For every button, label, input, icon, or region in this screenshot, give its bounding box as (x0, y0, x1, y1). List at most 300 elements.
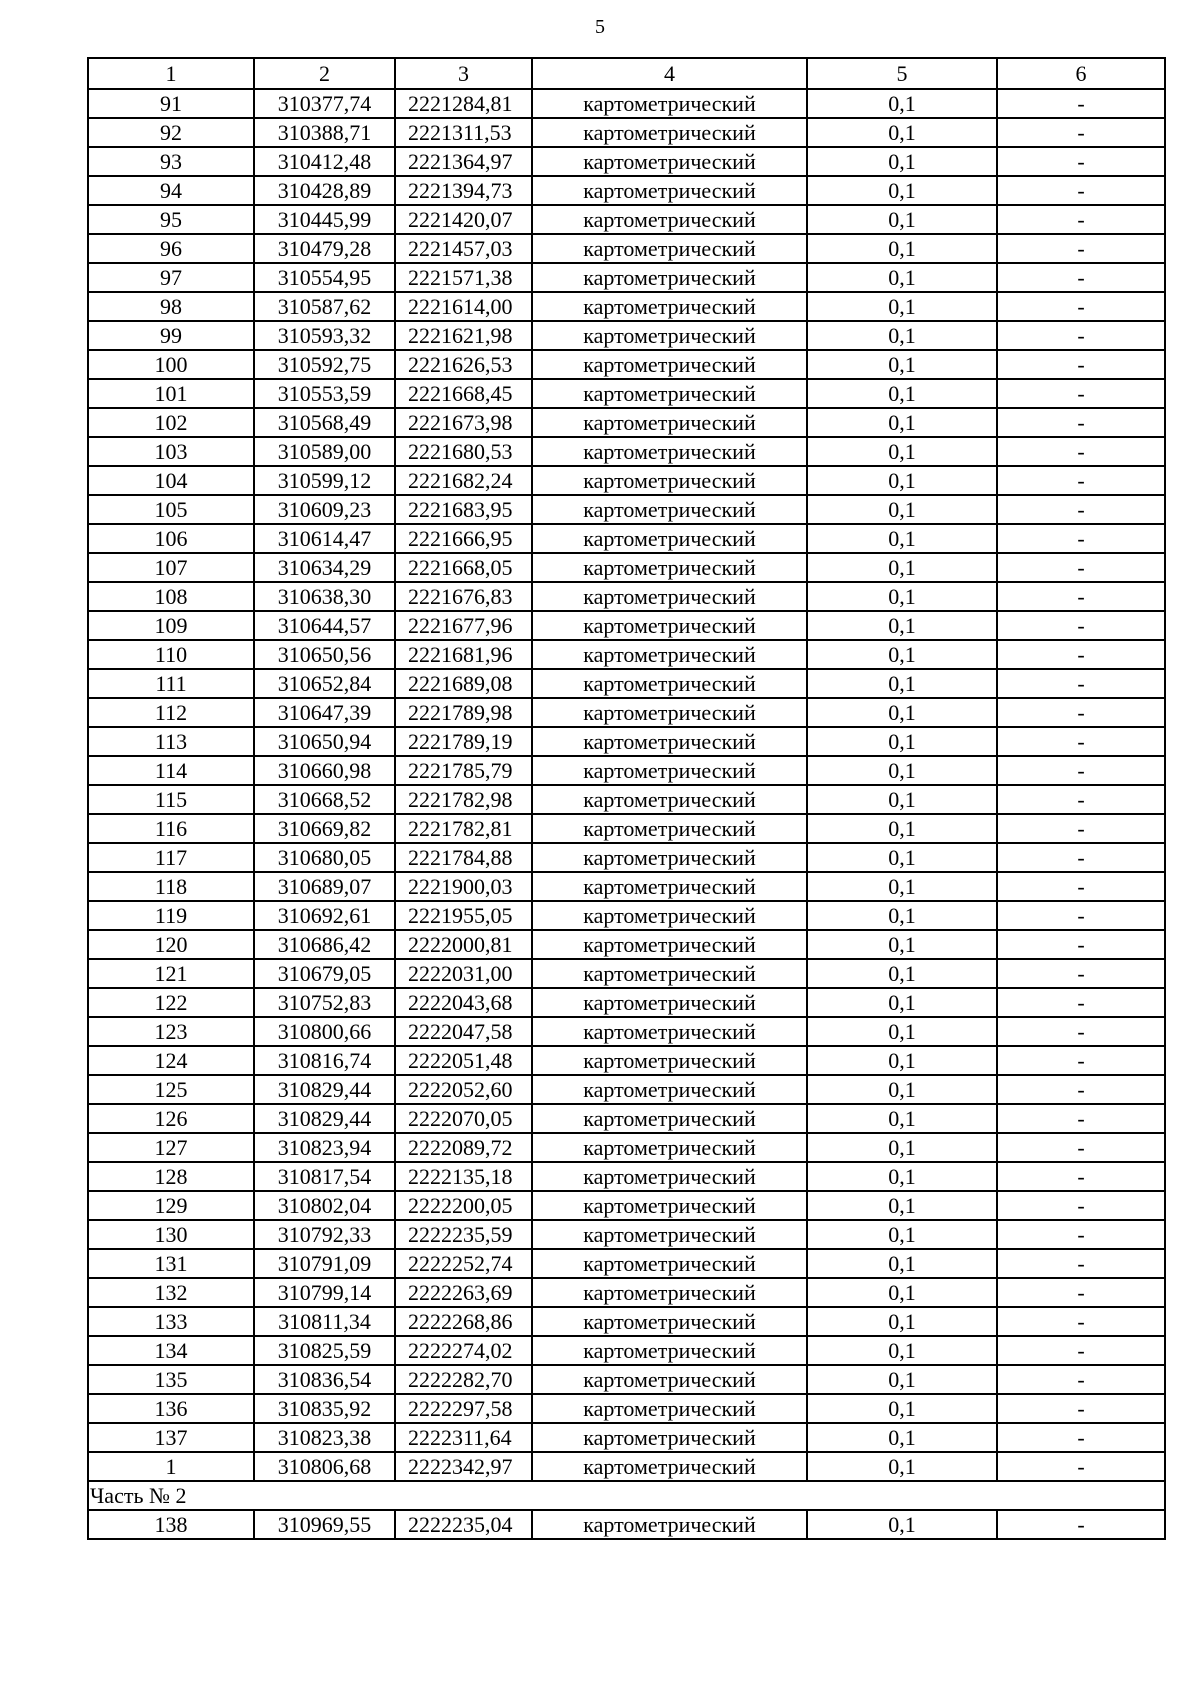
table-cell: 97 (88, 263, 254, 292)
table-cell: картометрический (532, 1191, 807, 1220)
table-cell: 137 (88, 1423, 254, 1452)
table-cell: 136 (88, 1394, 254, 1423)
table-row (88, 959, 1165, 988)
table-cell: 0,1 (807, 263, 997, 292)
table-row (88, 1307, 1165, 1336)
table-cell: - (997, 1365, 1165, 1394)
table-cell: 310609,23 (254, 495, 395, 524)
table-cell: 310445,99 (254, 205, 395, 234)
table-cell: 2221571,38 (395, 263, 532, 292)
table-cell: картометрический (532, 901, 807, 930)
table-cell: 310668,52 (254, 785, 395, 814)
table-cell: 111 (88, 669, 254, 698)
table-cell: 310835,92 (254, 1394, 395, 1423)
table-cell: 310638,30 (254, 582, 395, 611)
table-cell: - (997, 1191, 1165, 1220)
table-row (88, 147, 1165, 176)
table-cell: картометрический (532, 959, 807, 988)
table-cell: - (997, 988, 1165, 1017)
table-cell: 0,1 (807, 1191, 997, 1220)
table-cell: 2222052,60 (395, 1075, 532, 1104)
table-cell: картометрический (532, 640, 807, 669)
table-cell: картометрический (532, 843, 807, 872)
table-cell: 2221955,05 (395, 901, 532, 930)
table-cell: 0,1 (807, 582, 997, 611)
table-cell: - (997, 1510, 1165, 1539)
table-cell: 2221457,03 (395, 234, 532, 263)
table-cell: 2221784,88 (395, 843, 532, 872)
table-cell: картометрический (532, 176, 807, 205)
table-row (88, 930, 1165, 959)
table-cell: 138 (88, 1510, 254, 1539)
table-cell: картометрический (532, 611, 807, 640)
table-cell: 113 (88, 727, 254, 756)
table-cell: 2222297,58 (395, 1394, 532, 1423)
table-cell: картометрический (532, 553, 807, 582)
table-cell: 128 (88, 1162, 254, 1191)
table-cell: 114 (88, 756, 254, 785)
table-cell: картометрический (532, 147, 807, 176)
table-cell: 310388,71 (254, 118, 395, 147)
table-cell: 122 (88, 988, 254, 1017)
table-cell: 310752,83 (254, 988, 395, 1017)
table-row (88, 89, 1165, 118)
table-cell: 94 (88, 176, 254, 205)
table-cell: 135 (88, 1365, 254, 1394)
table-cell: 104 (88, 466, 254, 495)
table-cell: 2221311,53 (395, 118, 532, 147)
table-cell: - (997, 1220, 1165, 1249)
table-cell: 0,1 (807, 1046, 997, 1075)
table-cell: 0,1 (807, 1336, 997, 1365)
table-row (88, 582, 1165, 611)
table-cell: 310587,62 (254, 292, 395, 321)
table-cell: 310599,12 (254, 466, 395, 495)
table-cell: 310634,29 (254, 553, 395, 582)
table-cell: - (997, 669, 1165, 698)
table-row (88, 1394, 1165, 1423)
table-cell: 118 (88, 872, 254, 901)
table-cell: картометрический (532, 727, 807, 756)
table-row (88, 727, 1165, 756)
table-cell: картометрический (532, 1423, 807, 1452)
table-cell: 0,1 (807, 466, 997, 495)
table-cell: 0,1 (807, 901, 997, 930)
table-cell: 2222000,81 (395, 930, 532, 959)
table-cell: - (997, 350, 1165, 379)
table-cell: 126 (88, 1104, 254, 1133)
table-cell: 310669,82 (254, 814, 395, 843)
table-cell: 2222051,48 (395, 1046, 532, 1075)
table-cell: 2221677,96 (395, 611, 532, 640)
table-cell: 0,1 (807, 756, 997, 785)
table-cell: 129 (88, 1191, 254, 1220)
table-cell: 0,1 (807, 669, 997, 698)
table-cell: картометрический (532, 437, 807, 466)
table-cell: 0,1 (807, 292, 997, 321)
table-cell: 0,1 (807, 321, 997, 350)
table-row (88, 1220, 1165, 1249)
table-cell: 0,1 (807, 1394, 997, 1423)
table-row (88, 1017, 1165, 1046)
table-cell: 0,1 (807, 89, 997, 118)
table-cell: 2221782,98 (395, 785, 532, 814)
table-cell: 2222200,05 (395, 1191, 532, 1220)
header-cell: 5 (807, 58, 997, 89)
table-cell: 0,1 (807, 379, 997, 408)
table-cell: 0,1 (807, 1365, 997, 1394)
table-cell: - (997, 1162, 1165, 1191)
table-cell: 310791,09 (254, 1249, 395, 1278)
table-cell: - (997, 1104, 1165, 1133)
table-cell: 132 (88, 1278, 254, 1307)
table-cell: 310479,28 (254, 234, 395, 263)
table-row (88, 1133, 1165, 1162)
table-cell: 310823,38 (254, 1423, 395, 1452)
table-cell: 310969,55 (254, 1510, 395, 1539)
table-cell: 310554,95 (254, 263, 395, 292)
table-cell: картометрический (532, 205, 807, 234)
table-cell: картометрический (532, 1046, 807, 1075)
table-cell: 124 (88, 1046, 254, 1075)
table-cell: 2222031,00 (395, 959, 532, 988)
table-cell: - (997, 1423, 1165, 1452)
table-cell: - (997, 872, 1165, 901)
header-cell: 3 (395, 58, 532, 89)
table-cell: картометрический (532, 1365, 807, 1394)
table-row (88, 814, 1165, 843)
table-cell: 310686,42 (254, 930, 395, 959)
table-cell: 120 (88, 930, 254, 959)
table-cell: 2222089,72 (395, 1133, 532, 1162)
table-cell: - (997, 1249, 1165, 1278)
table-cell: 2221782,81 (395, 814, 532, 843)
table-cell: 310836,54 (254, 1365, 395, 1394)
table-row (88, 176, 1165, 205)
table-cell: 123 (88, 1017, 254, 1046)
table-cell: 2222268,86 (395, 1307, 532, 1336)
table-cell: 2221785,79 (395, 756, 532, 785)
table-cell: 2221789,98 (395, 698, 532, 727)
table-cell: - (997, 1307, 1165, 1336)
table-cell: 0,1 (807, 176, 997, 205)
table-cell: картометрический (532, 118, 807, 147)
table-cell: - (997, 321, 1165, 350)
table-cell: - (997, 466, 1165, 495)
table-cell: 2221676,83 (395, 582, 532, 611)
table-row (88, 408, 1165, 437)
table-cell: 131 (88, 1249, 254, 1278)
table-cell: - (997, 843, 1165, 872)
table-cell: 134 (88, 1336, 254, 1365)
table-cell: 0,1 (807, 814, 997, 843)
table-row (88, 1162, 1165, 1191)
table-cell: 0,1 (807, 524, 997, 553)
table-cell: картометрический (532, 988, 807, 1017)
table-cell: картометрический (532, 408, 807, 437)
table-cell: 2222263,69 (395, 1278, 532, 1307)
table-cell: 2221900,03 (395, 872, 532, 901)
table-cell: 2222047,58 (395, 1017, 532, 1046)
header-cell: 2 (254, 58, 395, 89)
table-cell: картометрический (532, 234, 807, 263)
table-row (88, 1104, 1165, 1133)
table-cell: 310428,89 (254, 176, 395, 205)
table-cell: 116 (88, 814, 254, 843)
header-cell: 4 (532, 58, 807, 89)
table-cell: 0,1 (807, 872, 997, 901)
table-cell: 0,1 (807, 959, 997, 988)
table-cell: 310792,33 (254, 1220, 395, 1249)
table-cell: 115 (88, 785, 254, 814)
table-cell: - (997, 785, 1165, 814)
table-cell: 2222135,18 (395, 1162, 532, 1191)
header-row (88, 58, 1165, 89)
table-cell: - (997, 263, 1165, 292)
table-row (88, 379, 1165, 408)
table-cell: 0,1 (807, 1220, 997, 1249)
table-cell: 0,1 (807, 698, 997, 727)
table-cell: - (997, 1336, 1165, 1365)
table-cell: - (997, 205, 1165, 234)
table-cell: 130 (88, 1220, 254, 1249)
table-cell: 119 (88, 901, 254, 930)
table-cell: картометрический (532, 292, 807, 321)
part-heading: Часть № 2 (88, 1481, 1165, 1510)
table-cell: - (997, 1452, 1165, 1481)
table-cell: картометрический (532, 1162, 807, 1191)
table-row (88, 234, 1165, 263)
table-cell: 0,1 (807, 785, 997, 814)
table-cell: 127 (88, 1133, 254, 1162)
table-cell: 2222342,97 (395, 1452, 532, 1481)
table-cell: картометрический (532, 785, 807, 814)
table-cell: картометрический (532, 1017, 807, 1046)
table-cell: - (997, 379, 1165, 408)
table-cell: 310644,57 (254, 611, 395, 640)
table-cell: - (997, 118, 1165, 147)
table-cell: 0,1 (807, 408, 997, 437)
table-cell: 0,1 (807, 1075, 997, 1104)
table-cell: картометрический (532, 1278, 807, 1307)
table-cell: - (997, 234, 1165, 263)
table-cell: 121 (88, 959, 254, 988)
table-cell: - (997, 1278, 1165, 1307)
table-cell: картометрический (532, 1075, 807, 1104)
table-cell: картометрический (532, 1133, 807, 1162)
table-row (88, 785, 1165, 814)
table-cell: - (997, 814, 1165, 843)
table-cell: 117 (88, 843, 254, 872)
table-cell: 310553,59 (254, 379, 395, 408)
table-cell: 0,1 (807, 1307, 997, 1336)
table-cell: 0,1 (807, 727, 997, 756)
table-row (88, 698, 1165, 727)
table-cell: 310589,00 (254, 437, 395, 466)
table-cell: картометрический (532, 1249, 807, 1278)
table-cell: - (997, 1394, 1165, 1423)
table-row (88, 205, 1165, 234)
table-cell: 310800,66 (254, 1017, 395, 1046)
table-row (88, 321, 1165, 350)
table-cell: - (997, 959, 1165, 988)
table-row (88, 1075, 1165, 1104)
table-cell: 0,1 (807, 234, 997, 263)
table-cell: 0,1 (807, 930, 997, 959)
table-cell: картометрический (532, 872, 807, 901)
table-body (88, 58, 1165, 1539)
table-cell: 0,1 (807, 1510, 997, 1539)
table-cell: картометрический (532, 1452, 807, 1481)
part-heading-row (88, 1481, 1165, 1510)
table-cell: 310817,54 (254, 1162, 395, 1191)
table-cell: картометрический (532, 1336, 807, 1365)
table-row (88, 1365, 1165, 1394)
table-cell: 2221683,95 (395, 495, 532, 524)
table-row (88, 263, 1165, 292)
table-cell: 2222043,68 (395, 988, 532, 1017)
table-cell: - (997, 495, 1165, 524)
table-cell: 2221668,05 (395, 553, 532, 582)
page-number: 5 (595, 16, 605, 38)
table-cell: 98 (88, 292, 254, 321)
table-cell: 0,1 (807, 147, 997, 176)
table-cell: 310823,94 (254, 1133, 395, 1162)
table-cell: - (997, 176, 1165, 205)
table-cell: картометрический (532, 524, 807, 553)
table-cell: 0,1 (807, 437, 997, 466)
table-cell: 112 (88, 698, 254, 727)
table-cell: - (997, 698, 1165, 727)
table-cell: картометрический (532, 466, 807, 495)
table-row (88, 1046, 1165, 1075)
table-row (88, 437, 1165, 466)
table-row (88, 118, 1165, 147)
table-row (88, 1423, 1165, 1452)
table-cell: 310568,49 (254, 408, 395, 437)
table-cell: 0,1 (807, 1017, 997, 1046)
table-cell: 2221682,24 (395, 466, 532, 495)
table-cell: картометрический (532, 89, 807, 118)
table-row (88, 669, 1165, 698)
table-cell: 100 (88, 350, 254, 379)
table-row (88, 901, 1165, 930)
table-cell: картометрический (532, 698, 807, 727)
table-cell: 106 (88, 524, 254, 553)
table-cell: - (997, 437, 1165, 466)
table-row (88, 872, 1165, 901)
table-cell: - (997, 89, 1165, 118)
table-cell: 0,1 (807, 553, 997, 582)
table-cell: - (997, 901, 1165, 930)
table-cell: картометрический (532, 582, 807, 611)
table-cell: картометрический (532, 1220, 807, 1249)
table-cell: 95 (88, 205, 254, 234)
table-cell: картометрический (532, 495, 807, 524)
table-cell: - (997, 756, 1165, 785)
table-cell: 107 (88, 553, 254, 582)
table-row (88, 611, 1165, 640)
table-cell: 310679,05 (254, 959, 395, 988)
table-cell: 125 (88, 1075, 254, 1104)
table-cell: 2221680,53 (395, 437, 532, 466)
table-cell: 133 (88, 1307, 254, 1336)
table-cell: 310647,39 (254, 698, 395, 727)
table-cell: картометрический (532, 814, 807, 843)
table-row (88, 553, 1165, 582)
table-cell: 0,1 (807, 988, 997, 1017)
table-cell: 2222282,70 (395, 1365, 532, 1394)
table-cell: 310593,32 (254, 321, 395, 350)
table-cell: 91 (88, 89, 254, 118)
table-cell: - (997, 147, 1165, 176)
table-cell: - (997, 582, 1165, 611)
table-cell: 2221789,19 (395, 727, 532, 756)
table-cell: 0,1 (807, 118, 997, 147)
table-cell: картометрический (532, 1394, 807, 1423)
table-cell: 2221681,96 (395, 640, 532, 669)
table-cell: картометрический (532, 756, 807, 785)
table-cell: 0,1 (807, 1133, 997, 1162)
table-cell: картометрический (532, 1510, 807, 1539)
table-cell: 2221621,98 (395, 321, 532, 350)
table-cell: 2222252,74 (395, 1249, 532, 1278)
table-cell: 0,1 (807, 1423, 997, 1452)
table-cell: картометрический (532, 350, 807, 379)
table-cell: - (997, 524, 1165, 553)
table-cell: 2221394,73 (395, 176, 532, 205)
table-cell: 103 (88, 437, 254, 466)
table-row (88, 1452, 1165, 1481)
table-cell: 310816,74 (254, 1046, 395, 1075)
header-cell: 6 (997, 58, 1165, 89)
table-cell: 310825,59 (254, 1336, 395, 1365)
table-cell: 99 (88, 321, 254, 350)
table-cell: 310680,05 (254, 843, 395, 872)
table-cell: - (997, 292, 1165, 321)
table-row (88, 292, 1165, 321)
table-cell: картометрический (532, 1307, 807, 1336)
table-cell: 310806,68 (254, 1452, 395, 1481)
table-cell: картометрический (532, 930, 807, 959)
table-cell: 2221614,00 (395, 292, 532, 321)
table-cell: 0,1 (807, 205, 997, 234)
header-cell: 1 (88, 58, 254, 89)
table-cell: - (997, 1017, 1165, 1046)
table-cell: 0,1 (807, 611, 997, 640)
table-cell: 310377,74 (254, 89, 395, 118)
table-cell: 2221689,08 (395, 669, 532, 698)
table-cell: 0,1 (807, 495, 997, 524)
table-cell: 310614,47 (254, 524, 395, 553)
table-cell: 0,1 (807, 1162, 997, 1191)
coordinates-table (87, 57, 1166, 1540)
table-cell: 2221666,95 (395, 524, 532, 553)
table-cell: 92 (88, 118, 254, 147)
table-row (88, 495, 1165, 524)
table-row (88, 1191, 1165, 1220)
table-cell: картометрический (532, 263, 807, 292)
table-cell: 310412,48 (254, 147, 395, 176)
table-cell: 2222070,05 (395, 1104, 532, 1133)
table-cell: 2221673,98 (395, 408, 532, 437)
table-cell: картометрический (532, 379, 807, 408)
table-cell: 310799,14 (254, 1278, 395, 1307)
table-cell: картометрический (532, 1104, 807, 1133)
table-cell: - (997, 553, 1165, 582)
table-cell: картометрический (532, 669, 807, 698)
table-cell: 310660,98 (254, 756, 395, 785)
